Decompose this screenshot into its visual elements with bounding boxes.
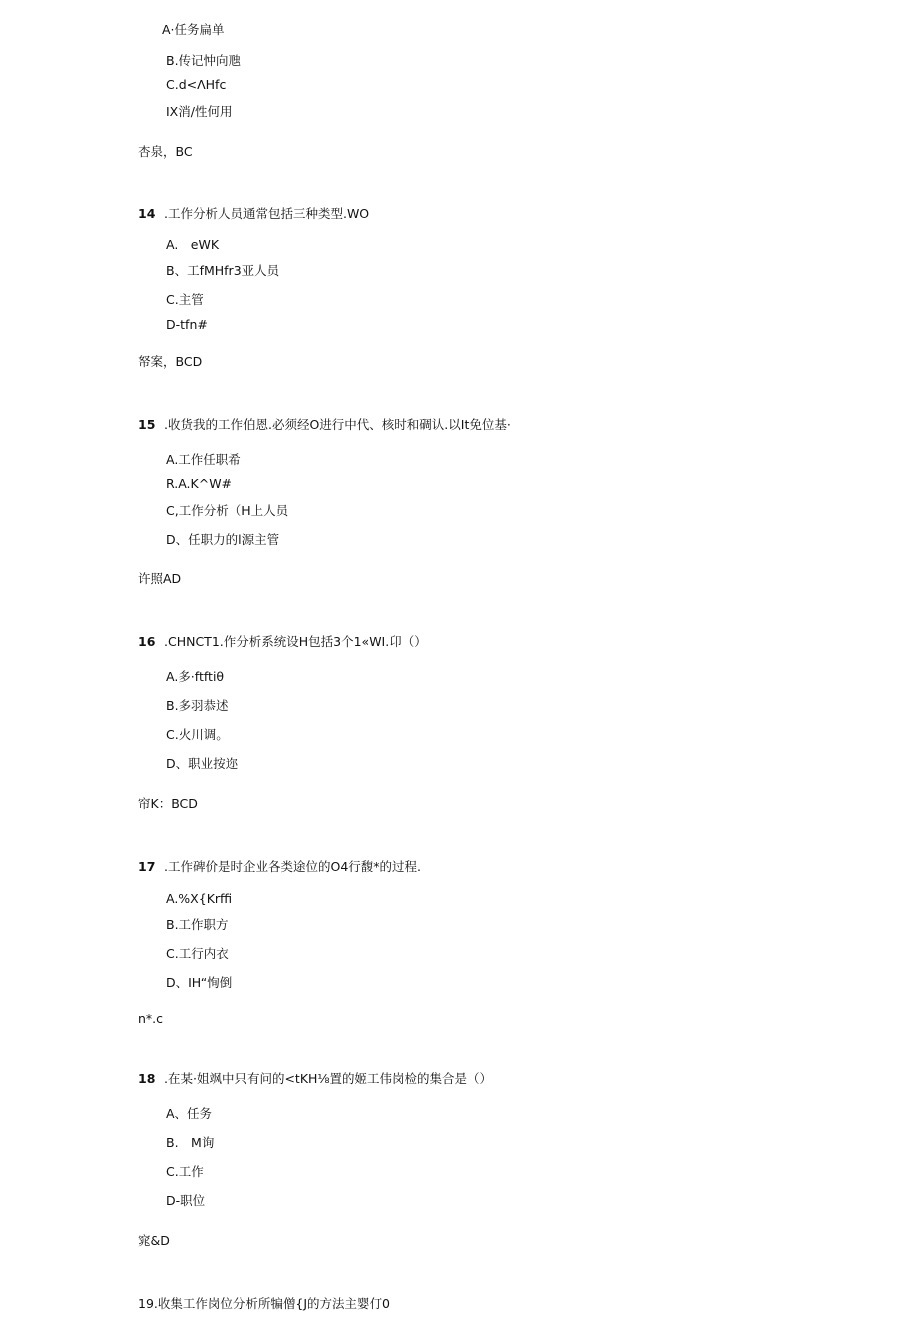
q16-option-a: A.多·ftftiθ	[166, 669, 225, 684]
q15-answer: 许照AD	[138, 571, 182, 586]
q13-option-d: IX消/性何用	[166, 104, 233, 119]
q14-option-b: B、工fMHfr3亚人员	[166, 263, 280, 278]
q13-option-a: A·任务扁单	[162, 22, 225, 37]
q14-number: 14	[138, 206, 156, 221]
q16-option-d: D、职业按迩	[166, 756, 239, 771]
q15-option-d: D、任职力的l源主管	[166, 532, 280, 547]
q14-answer: 帑案，BCD	[138, 354, 203, 369]
q14-option-a: A. eWK	[166, 237, 220, 252]
q18-option-a: A、任务	[166, 1106, 213, 1121]
q15-stem: .收货我的工作伯恩.必须经O进行中代、核时和碉认.以It免位基·	[164, 417, 511, 432]
q17-number: 17	[138, 859, 156, 874]
q15-option-a: A.工作任职希	[166, 452, 241, 467]
q16-answer: 帘K：BCD	[138, 796, 198, 811]
q18-stem: .在某·姐飒中只有问的<tKH⅛置的姬工伟岗检的集合是（）	[164, 1071, 493, 1086]
q17-option-a: A.%X{Krffi	[166, 891, 233, 906]
q18-number: 18	[138, 1071, 156, 1086]
q16-number: 16	[138, 634, 156, 649]
q18-option-d: D-职位	[166, 1193, 206, 1208]
q18-answer: 窕&D	[138, 1233, 170, 1248]
q13-answer: 杏泉，BC	[138, 144, 193, 159]
q13-option-b: B.传记忡向虺	[166, 53, 242, 68]
q14-option-c: C.主管	[166, 292, 204, 307]
q19-stem: 19.收集工作岗位分析所犏僧{J的方法主婴仃0	[138, 1296, 390, 1311]
q15-option-b: R.A.K^W#	[166, 476, 233, 491]
q17-answer: n*.c	[138, 1011, 164, 1026]
q13-option-c: C.d<ΛHfc	[166, 77, 227, 92]
q18-option-b: B. M询	[166, 1135, 215, 1150]
q16-option-b: B.多羽恭述	[166, 698, 229, 713]
q17-option-c: C.工行内衣	[166, 946, 229, 961]
q17-stem: .工作碑价是时企业各类途位的O4行馥*的过程.	[164, 859, 421, 874]
q16-stem: .CHNCT1.作分析系统设H包括3个1«WI.卬（）	[164, 634, 427, 649]
q17-option-b: B.工作职方	[166, 917, 229, 932]
q17-option-d: D、IH“恂倒	[166, 975, 233, 990]
q14-option-d: D-tfn#	[166, 317, 208, 332]
q15-option-c: C,工作分析（H上人员	[166, 503, 289, 518]
q15-number: 15	[138, 417, 156, 432]
q16-option-c: C.火川调。	[166, 727, 229, 742]
q18-option-c: C.工作	[166, 1164, 204, 1179]
q14-stem: .工作分析人员通常包括三种类型.WO	[164, 206, 370, 221]
